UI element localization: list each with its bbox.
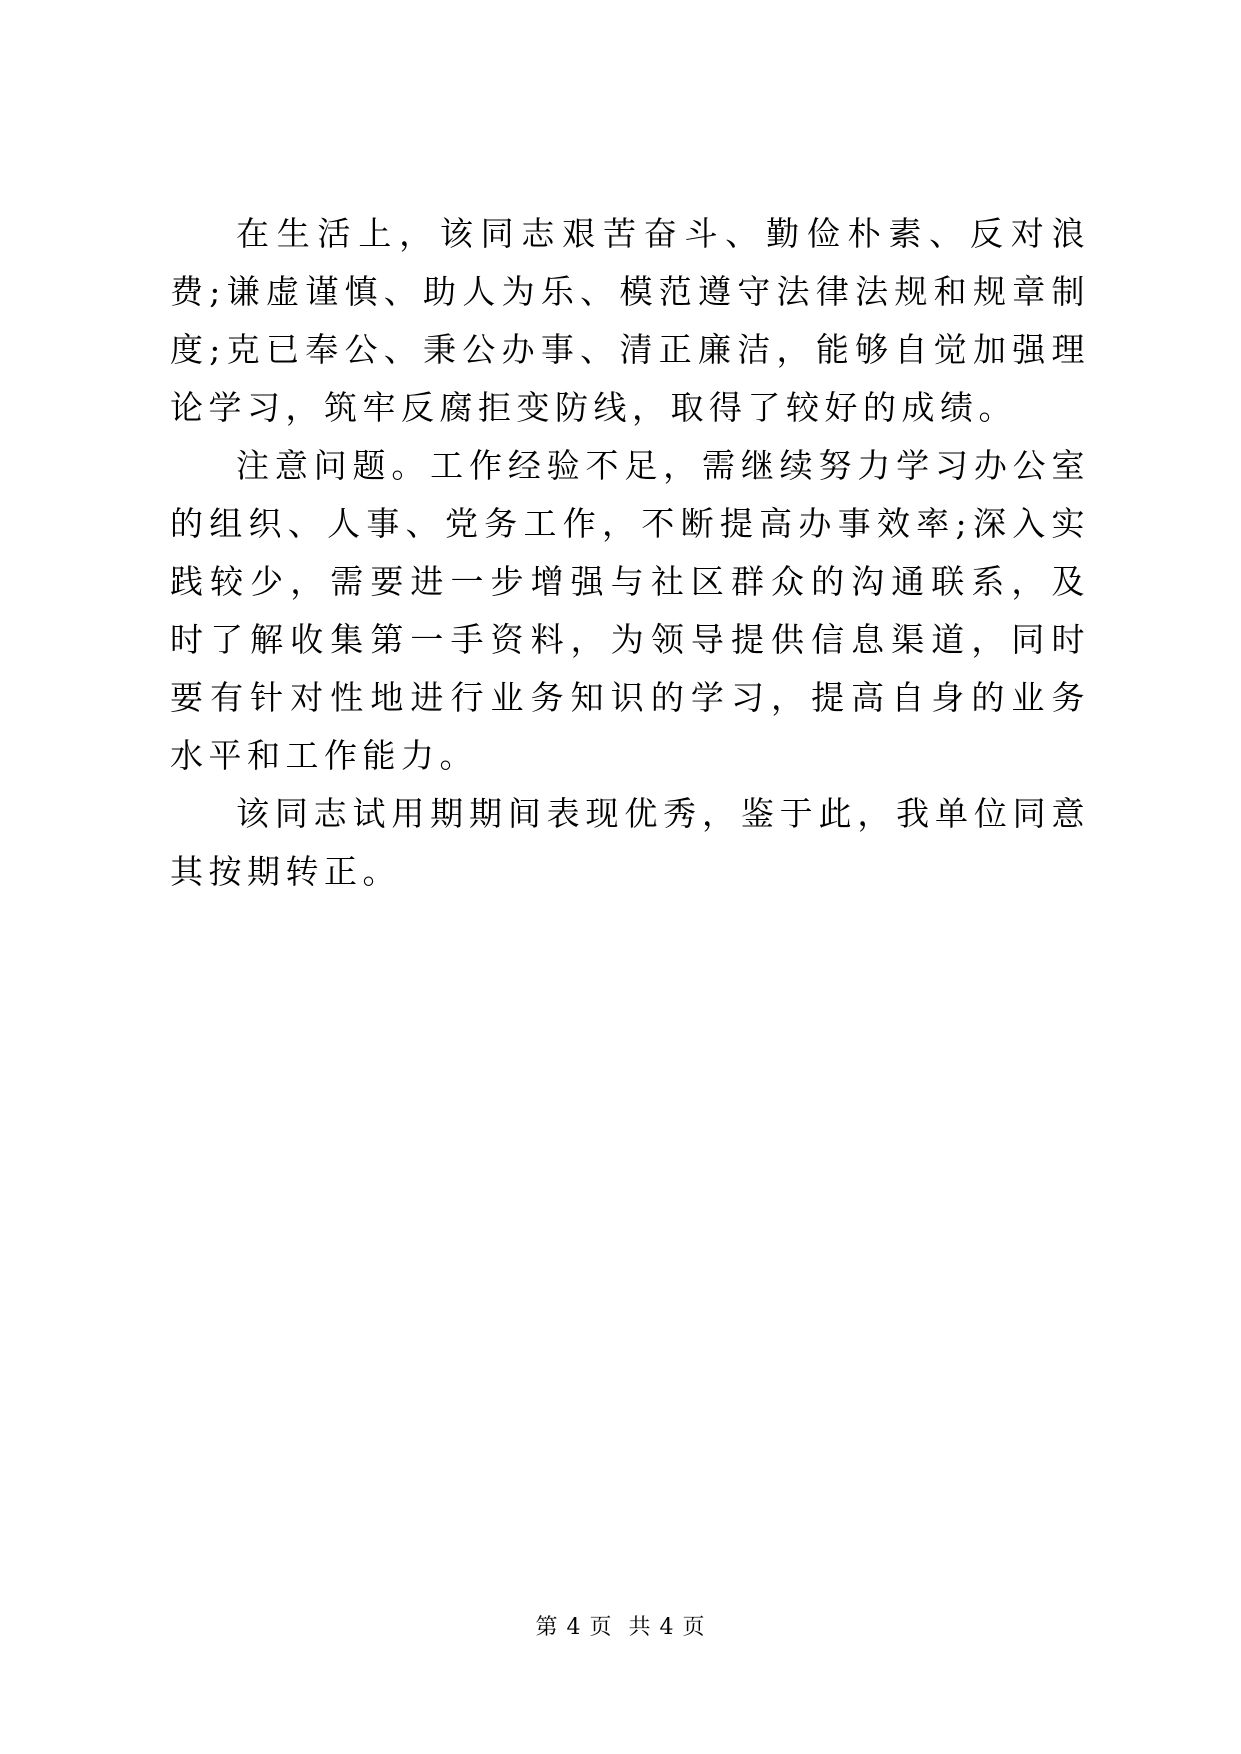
page-number: 第 4 页 bbox=[535, 1615, 613, 1640]
page-footer bbox=[0, 1610, 1241, 1641]
page-total: 共 4 页 bbox=[628, 1615, 706, 1640]
paragraph-life-conduct: 在生活上，该同志艰苦奋斗、勤俭朴素、反对浪费;谦虚谨慎、助人为乐、模范遵守法律法规和规章制度;克已奉公、秉公办事、清正廉洁，能够自觉加强理论学习，筑牢反腐拒变防线，取得了较好的成绩。 bbox=[170, 214, 1090, 427]
paragraph-conclusion: 该同志试用期期间表现优秀，鉴于此，我单位同意其按期转正。 bbox=[170, 794, 1090, 891]
paragraph-issues: 注意问题。工作经验不足，需继续努力学习办公室的组织、人事、党务工作，不断提高办事效率;深入实践较少，需要进一步增强与社区群众的沟通联系，及时了解收集第一手资料，为领导提供信息渠道，同时要有针对性地进行业务知识的学习，提高自身的业务水平和工作能力。 bbox=[170, 446, 1090, 775]
document-body bbox=[170, 205, 1090, 901]
